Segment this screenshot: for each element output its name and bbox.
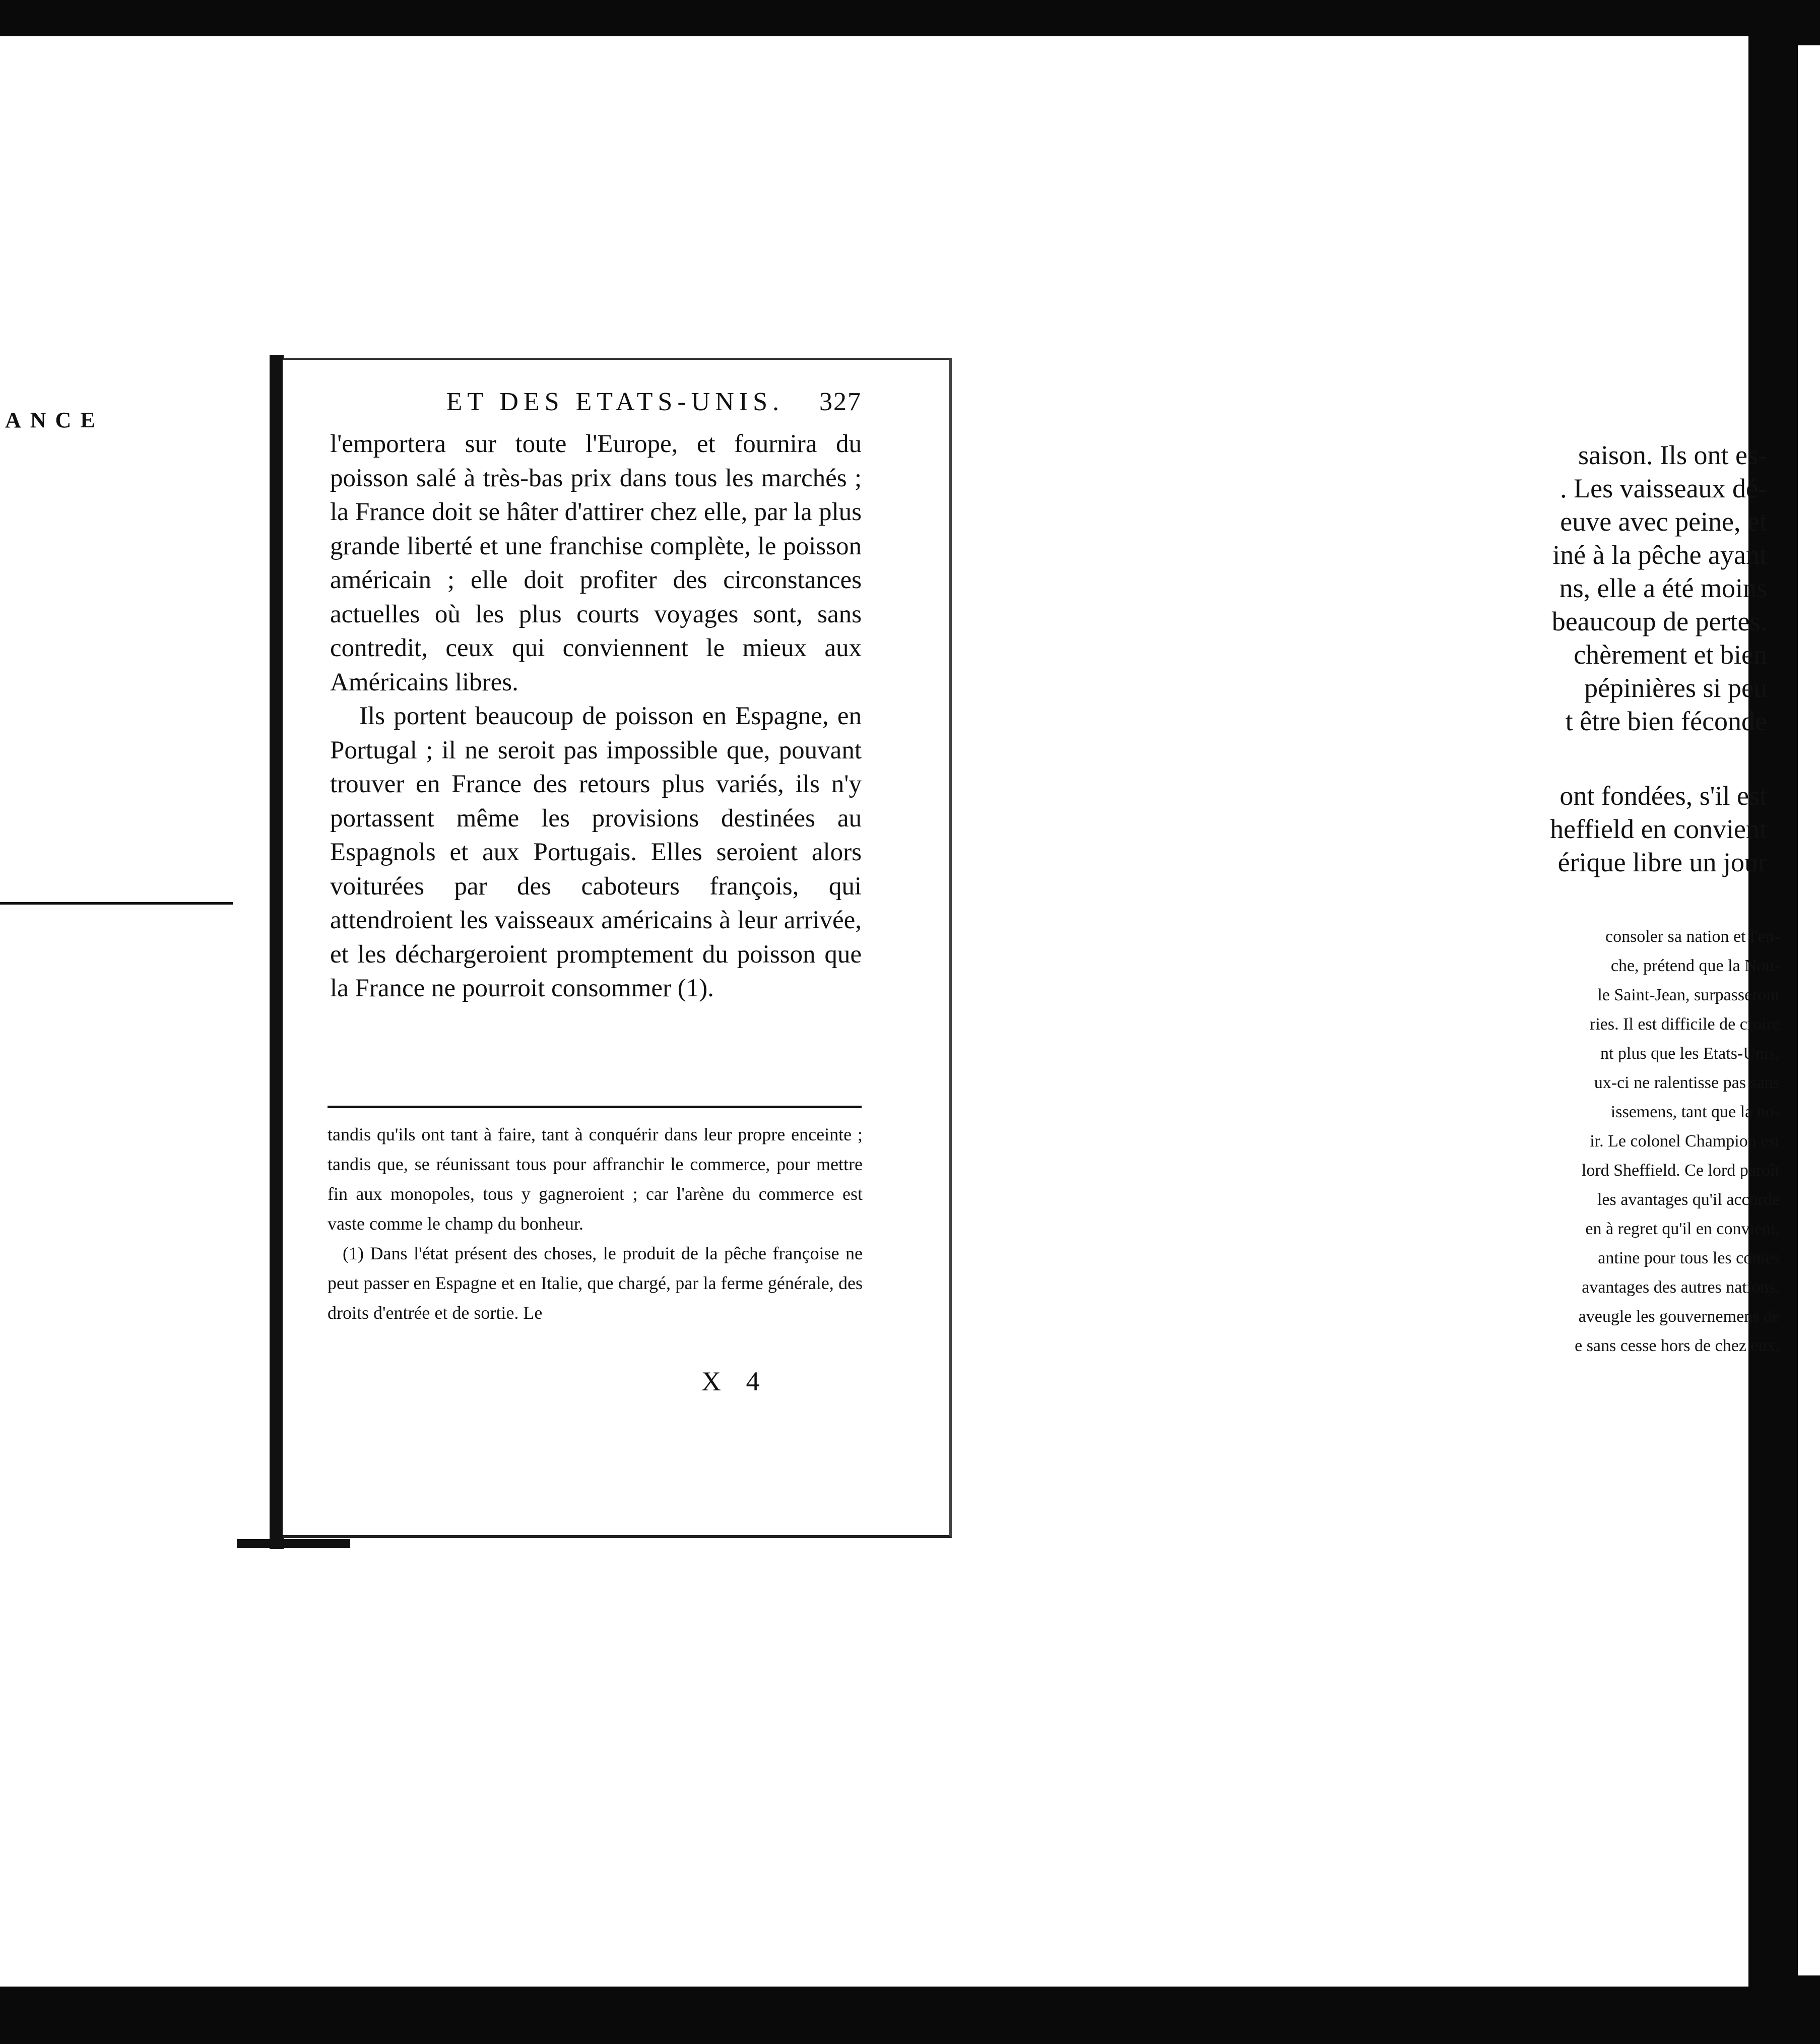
book-gutter-foot — [237, 1539, 350, 1548]
left-note-line: en à regret qu'il en convient, — [1585, 1220, 1780, 1238]
right-footnote-rule — [328, 1106, 862, 1108]
left-footnote-rule — [0, 902, 233, 905]
right-page-footnotes — [328, 1120, 863, 1328]
signature-mark: X 4 — [701, 1366, 769, 1396]
left-line: beaucoup de pertes. — [1551, 606, 1767, 636]
right-page-body — [330, 427, 862, 1006]
left-note-line: lord Sheffield. Ce lord paroît — [1581, 1161, 1780, 1180]
left-note-line: che, prétend que la Nou- — [1610, 956, 1780, 975]
film-border-bottom — [0, 1987, 1820, 2044]
footnote-paragraph: tandis qu'ils ont tant à faire, tant à conquérir dans leur propre enceinte ; tandis que, se réunissant tous pour affranchir le commerce, pour mettre fin aux monopoles, tous y gagneroient ; car l'arène du commerce est vaste comme le champ du bonheur. — [328, 1124, 863, 1234]
running-head-title: ET DES ETATS-UNIS. — [446, 388, 784, 416]
left-line: iné à la pêche ayant — [1552, 540, 1767, 570]
left-line: t être bien féconde — [1565, 706, 1767, 736]
left-note-line: les avantages qu'il accorde — [1597, 1190, 1780, 1209]
left-line: chèrement et bien — [1574, 640, 1767, 670]
left-note-line: ries. Il est difficile de croire — [1590, 1015, 1780, 1034]
left-note-line: issemens, tant que la no- — [1610, 1103, 1780, 1121]
left-note-line: ir. Le colonel Champion est — [1590, 1132, 1780, 1151]
left-note-line: e sans cesse hors de chez eux, — [1575, 1336, 1780, 1355]
left-line: érique libre un jour — [1557, 847, 1767, 877]
left-running-head: ANCE — [5, 408, 104, 432]
film-border-right-strip — [1798, 45, 1820, 1975]
left-note-line: antine pour tous les contes — [1598, 1249, 1780, 1267]
footnote-paragraph: (1) Dans l'état présent des choses, le produit de la pêche françoise ne peut passer en Espagne et en Italie, que chargé, par la ferme générale, des droits d'entrée et de sortie. Le — [328, 1243, 863, 1323]
left-line: . Les vaisseaux dé- — [1560, 473, 1767, 503]
left-line: ont fondées, s'il est — [1559, 781, 1767, 811]
left-note-line: aveugle les gouvernemens de — [1578, 1307, 1780, 1326]
right-running-head — [443, 387, 862, 417]
left-line: ns, elle a été moins — [1559, 573, 1767, 603]
left-page — [0, 359, 290, 1538]
left-note-line: nt plus que les Etats-Unis, — [1600, 1044, 1780, 1063]
left-note-line: ux-ci ne ralentisse pas sans — [1594, 1073, 1780, 1092]
page-number: 327 — [819, 388, 862, 416]
body-paragraph: Ils portent beaucoup de poisson en Espagne, en Portugal ; il ne seroit pas impossible que, pouvant trouver en France des retours plus variés, ils n'y portassent même les provisions destinées au Espagnols et aux Portugais. Elles seroient alors voiturées par des caboteurs françois, qui attendroient les vaisseaux américains à leur arrivée, et les déchargeroient promptement du poisson que la France ne pourroit consommer (1). — [330, 702, 862, 1002]
left-note-line: avantages des autres nations. — [1582, 1278, 1780, 1297]
left-line: euve avec peine, et — [1560, 506, 1767, 537]
left-note-line: le Saint-Jean, surpasseront — [1597, 986, 1780, 1004]
body-paragraph: l'emportera sur toute l'Europe, et fournira du poisson salé à très-bas prix dans tous les marchés ; la France doit se hâter d'attirer chez elle, par la plus grande liberté et une franchise complète, le poisson américain ; elle doit profiter des circonstances actuelles où les plus courts voyages sont, sans contredit, ceux qui conviennent le mieux aux Américains libres. — [330, 430, 862, 696]
left-line: saison. Ils ont es- — [1578, 440, 1767, 470]
left-note-line: consoler sa nation et l'en- — [1605, 927, 1780, 946]
film-border-top — [0, 0, 1820, 36]
left-line: heffield en convient — [1550, 814, 1767, 844]
book-gutter — [270, 355, 284, 1549]
left-line: pépinières si peu — [1584, 673, 1767, 703]
